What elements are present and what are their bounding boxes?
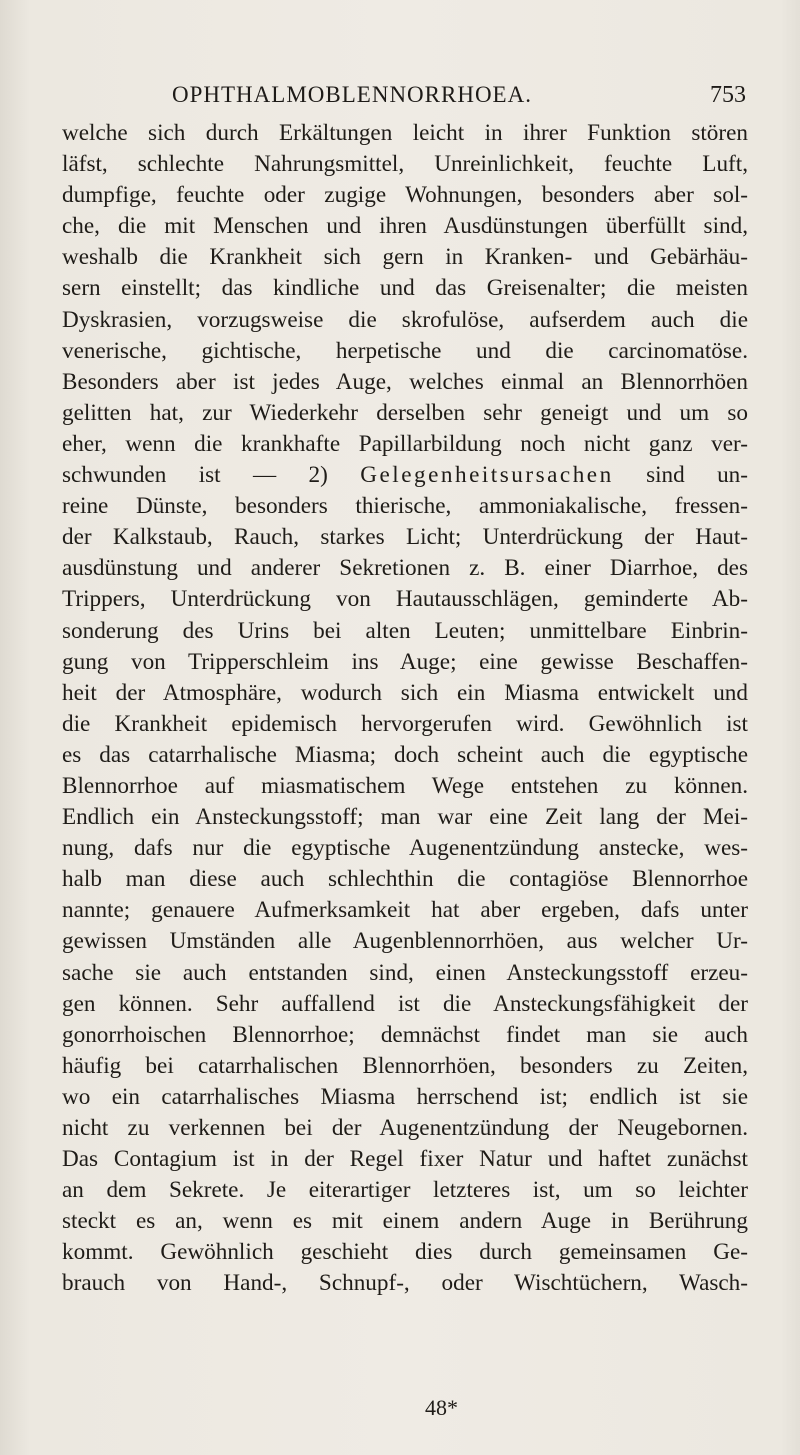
text-line: gung von Tripperschleim ins Auge; eine gewisse Beschaffen- <box>62 648 748 675</box>
text-line: gewissen Umständen alle Augenblennorrhöen, aus welcher Ur- <box>62 928 748 955</box>
line-prefix: schwunden ist — 2) <box>62 462 361 489</box>
running-title: OPHTHALMOBLENNORRHOEA. <box>172 82 532 107</box>
text-line-with-heading <box>62 460 748 491</box>
text-line: reine Dünste, besonders thierische, ammoniakalische, fressen- <box>62 493 748 520</box>
page-number: 753 <box>710 82 746 108</box>
text-line: nannte; genauere Aufmerksamkeit hat aber ergeben, dafs unter <box>62 897 748 924</box>
text-line: dumpfige, feuchte oder zugige Wohnungen, besonders aber sol- <box>62 182 748 209</box>
text-line: sern einstellt; das kindliche und das Greisenalter; die meisten <box>62 275 748 302</box>
text-line: die Krankheit epidemisch hervorgerufen wird. Gewöhnlich ist <box>62 710 748 737</box>
text-line: gonorrhoischen Blennorrhoe; demnächst findet man sie auch <box>62 1021 748 1048</box>
text-line: kommt. Gewöhnlich geschieht dies durch gemeinsamen Ge- <box>62 1239 748 1266</box>
text-line: nicht zu verkennen bei der Augenentzündung der Neugebornen. <box>62 1115 748 1141</box>
text-line: weshalb die Krankheit sich gern in Kranken- und Gebärhäu- <box>62 244 748 271</box>
text-line: es das catarrhalische Miasma; doch scheint auch die egyptische <box>62 741 748 768</box>
text-line: Dyskrasien, vorzugsweise die skrofulöse, aufserdem auch die <box>62 306 748 333</box>
text-line: an dem Sekrete. Je eiterartiger letzteres ist, um so leichter <box>62 1177 748 1204</box>
text-line: ausdünstung und anderer Sekretionen z. B. einer Diarrhoe, des <box>62 555 748 582</box>
text-line: sache sie auch entstanden sind, einen Ansteckungsstoff erzeu- <box>62 959 748 986</box>
text-line: welche sich durch Erkältungen leicht in ihrer Funktion stören <box>62 120 748 146</box>
text-line: venerische, gichtische, herpetische und die carcinomatöse. <box>62 337 748 364</box>
text-line: che, die mit Menschen und ihren Ausdünstungen überfüllt sind, <box>62 213 748 240</box>
text-line: gelitten hat, zur Wiederkehr derselben sehr geneigt und um so <box>62 399 748 426</box>
text-line: der Kalkstaub, Rauch, starkes Licht; Unterdrückung der Haut- <box>62 524 748 551</box>
signature-mark: 48* <box>425 1395 458 1420</box>
text-line: nung, dafs nur die egyptische Augenentzündung anstecke, wes- <box>62 835 748 862</box>
text-line: häufig bei catarrhalischen Blennorrhöen, besonders zu Zeiten, <box>62 1052 748 1079</box>
line-suffix: sind un- <box>613 462 748 489</box>
spaced-heading: Gelegenheitsursachen <box>360 462 614 489</box>
text-line: heit der Atmosphäre, wodurch sich ein Miasma entwickelt und <box>62 679 748 706</box>
text-line: läfst, schlechte Nahrungsmittel, Unreinlichkeit, feuchte Luft, <box>62 151 748 178</box>
text-line: eher, wenn die krankhafte Papillarbildung noch nicht ganz ver- <box>62 430 748 457</box>
text-line: Besonders aber ist jedes Auge, welches einmal an Blennorrhöen <box>62 368 748 395</box>
text-line: halb man diese auch schlechthin die contagiöse Blennorrhoe <box>62 866 748 893</box>
text-line: Endlich ein Ansteckungsstoff; man war eine Zeit lang der Mei- <box>62 804 748 831</box>
text-line: Trippers, Unterdrückung von Hautausschlägen, geminderte Ab- <box>62 586 748 613</box>
body-text <box>62 118 748 1300</box>
page-header <box>60 82 760 122</box>
text-line: sonderung des Urins bei alten Leuten; unmittelbare Einbrin- <box>62 617 748 644</box>
text-line: gen können. Sehr auffallend ist die Ansteckungsfähigkeit der <box>62 990 748 1017</box>
text-line: Blennorrhoe auf miasmatischem Wege entstehen zu können. <box>62 772 748 799</box>
text-line: steckt es an, wenn es mit einem andern Auge in Berührung <box>62 1208 748 1235</box>
text-line: Das Contagium ist in der Regel fixer Natur und haftet zunächst <box>62 1146 748 1173</box>
text-line: wo ein catarrhalisches Miasma herrschend ist; endlich ist sie <box>62 1083 748 1110</box>
text-line: brauch von Hand-, Schnupf-, oder Wischtüchern, Wasch- <box>62 1270 748 1297</box>
